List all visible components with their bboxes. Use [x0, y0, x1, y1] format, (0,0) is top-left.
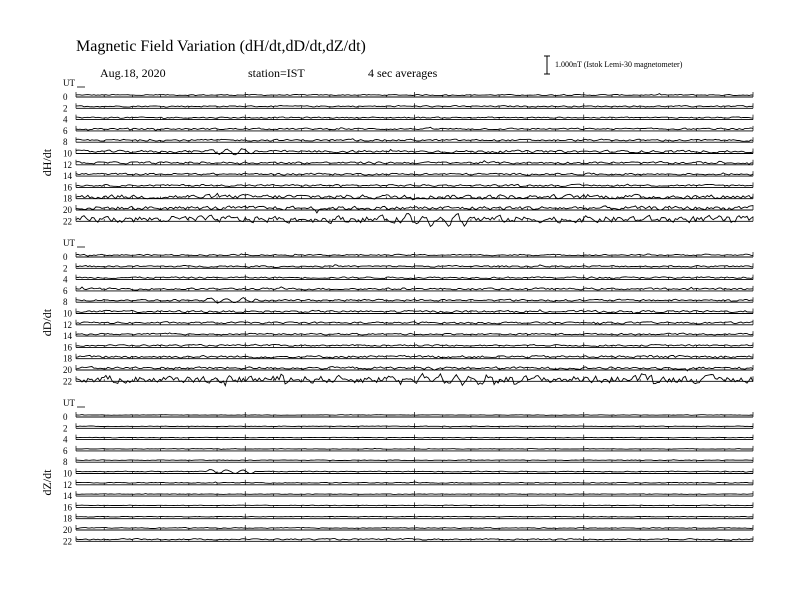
trace-row [63, 286, 753, 296]
panel-ylabel: dH/dt [40, 148, 54, 177]
scale-bar-label: 1.000nT (Istok Lemi-30 magnetometer) [555, 60, 683, 69]
row-hour-label: 10 [63, 308, 72, 319]
row-hour-label: 20 [63, 365, 72, 375]
row-hour-label: 4 [63, 114, 68, 125]
trace-row [63, 331, 753, 341]
row-hour-label: 18 [63, 193, 72, 204]
trace-row [63, 457, 753, 467]
row-hour-label: 0 [63, 252, 68, 262]
row-hour-label: 4 [63, 274, 68, 285]
chart-station: station=IST [248, 66, 305, 80]
chart-date: Aug.18, 2020 [100, 66, 166, 80]
trace-row [63, 469, 753, 479]
magnetogram-panels [40, 78, 753, 546]
trace-row [63, 480, 753, 490]
row-hour-label: 16 [63, 342, 72, 353]
trace-row [63, 297, 753, 307]
chart-title: Magnetic Field Variation (dH/dt,dD/dt,dZ/dt) [76, 38, 366, 55]
panel-2 [40, 398, 753, 546]
trace-row [63, 137, 753, 147]
row-hour-label: 2 [63, 263, 68, 274]
row-hour-label: 8 [63, 137, 68, 148]
trace-line [76, 415, 753, 416]
row-hour-label: 12 [63, 319, 72, 330]
trace-row [63, 182, 753, 192]
trace-row [63, 92, 753, 102]
trace-row [63, 252, 753, 262]
trace-row [63, 126, 753, 136]
row-hour-label: 22 [63, 536, 72, 547]
trace-row [63, 525, 753, 535]
row-hour-label: 10 [63, 148, 72, 159]
trace-row [63, 502, 753, 512]
trace-row [63, 214, 753, 227]
trace-row [63, 491, 753, 501]
trace-row [63, 171, 753, 181]
trace-row [63, 354, 753, 364]
ut-axis-label: UT [63, 238, 75, 248]
trace-row [63, 160, 753, 170]
row-hour-label: 12 [63, 159, 72, 170]
row-hour-label: 10 [63, 468, 72, 479]
trace-line [76, 437, 753, 438]
panel-ylabel: dZ/dt [40, 469, 54, 496]
row-hour-label: 14 [63, 491, 72, 502]
row-hour-label: 2 [63, 103, 68, 114]
row-hour-label: 16 [63, 182, 72, 193]
panel-1 [40, 238, 753, 386]
trace-line [76, 505, 753, 506]
row-hour-label: 0 [63, 412, 68, 422]
trace-row [63, 342, 753, 352]
row-hour-label: 6 [63, 285, 68, 296]
trace-row [63, 446, 753, 456]
row-hour-label: 0 [63, 92, 68, 102]
row-hour-label: 6 [63, 445, 68, 456]
trace-row [63, 374, 753, 387]
row-hour-label: 2 [63, 423, 68, 434]
trace-row [63, 115, 753, 125]
row-hour-label: 14 [63, 331, 72, 342]
panel-0 [40, 78, 753, 226]
trace-row [63, 435, 753, 445]
row-hour-label: 16 [63, 502, 72, 513]
row-hour-label: 20 [63, 525, 72, 535]
trace-row [63, 320, 753, 330]
trace-row [63, 423, 753, 433]
trace-row [63, 536, 753, 546]
trace-row [63, 514, 753, 524]
trace-row [63, 103, 753, 113]
chart-averaging: 4 sec averages [368, 66, 438, 80]
row-hour-label: 4 [63, 434, 68, 445]
row-hour-label: 18 [63, 353, 72, 364]
row-hour-label: 18 [63, 513, 72, 524]
row-hour-label: 12 [63, 479, 72, 490]
trace-row [63, 275, 753, 285]
trace-row [63, 309, 753, 319]
row-hour-label: 8 [63, 457, 68, 468]
row-hour-label: 14 [63, 171, 72, 182]
ut-axis-label: UT [63, 398, 75, 408]
scale-bar [544, 56, 550, 74]
trace-row [63, 193, 753, 203]
trace-row [63, 412, 753, 422]
trace-line [76, 448, 753, 449]
trace-line [76, 426, 753, 427]
trace-row [63, 365, 753, 375]
ut-axis-label: UT [63, 78, 75, 88]
trace-row [63, 149, 753, 159]
trace-row [63, 263, 753, 273]
trace-line [76, 516, 753, 517]
row-hour-label: 8 [63, 297, 68, 308]
row-hour-label: 20 [63, 205, 72, 215]
row-hour-label: 22 [63, 216, 72, 227]
panel-ylabel: dD/dt [40, 308, 54, 337]
row-hour-label: 22 [63, 376, 72, 387]
row-hour-label: 6 [63, 125, 68, 136]
